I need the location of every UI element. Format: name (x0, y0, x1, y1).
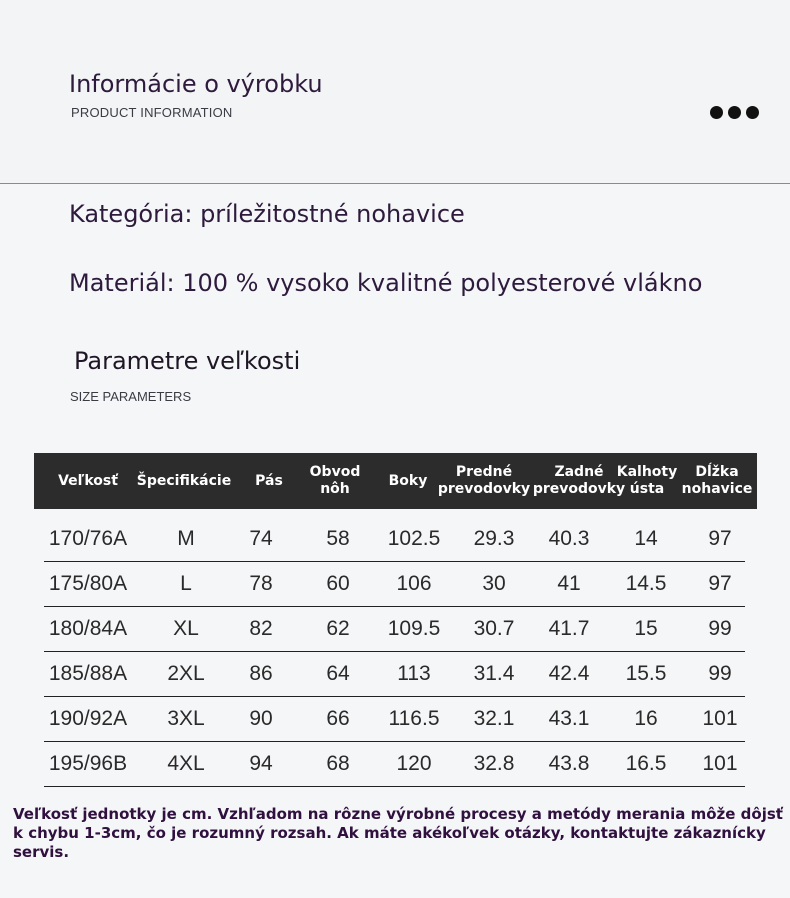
column-header (255, 453, 283, 509)
table-cell: 101 (702, 752, 738, 775)
column-header (438, 453, 530, 509)
column-header (137, 453, 231, 509)
table-cell: 68 (326, 752, 350, 775)
column-header (58, 453, 118, 509)
size-section-subtitle: SIZE PARAMETERS (70, 389, 192, 404)
table-cell: 190/92A (48, 707, 128, 730)
table-cell: 74 (249, 527, 273, 550)
table-cell: 4XL (167, 752, 205, 775)
table-row (44, 742, 745, 787)
table-cell: 90 (249, 707, 273, 730)
table-cell: 42.4 (548, 662, 590, 685)
table-row (44, 517, 745, 562)
category-text: Kategória: príležitostné nohavice (69, 200, 465, 228)
column-header-label: nohavice (681, 481, 753, 497)
table-cell: 170/76A (48, 527, 128, 550)
column-header-label: Veľkosť (58, 472, 118, 489)
column-header-label: Špecifikácie (136, 472, 232, 489)
column-header-label: ústa (629, 481, 665, 497)
material-text: Materiál: 100 % vysoko kvalitné polyesterové vlákno (69, 269, 703, 297)
table-cell: 60 (326, 572, 350, 595)
table-cell: 14.5 (625, 572, 667, 595)
dot-icon (710, 106, 723, 119)
table-row (44, 562, 745, 607)
table-cell: 185/88A (48, 662, 128, 685)
table-cell: 41 (557, 572, 581, 595)
size-note: Veľkosť jednotky je cm. Vzhľadom na rôzne výrobné procesy a metódy merania môže dôjsť k chybu 1-3cm, čo je rozumný rozsah. Ak máte akékoľvek otázky, kontaktujte zákaznícky servis. (13, 805, 783, 861)
table-cell: 94 (249, 752, 273, 775)
table-cell: 113 (397, 662, 431, 685)
table-cell: 109.5 (387, 617, 441, 640)
table-row (44, 652, 745, 697)
table-cell: 116.5 (388, 707, 440, 730)
table-cell: 101 (702, 707, 738, 730)
page-subtitle: PRODUCT INFORMATION (71, 105, 233, 120)
table-cell: 16 (634, 707, 658, 730)
dot-icon (728, 106, 741, 119)
table-cell: 41.7 (548, 617, 590, 640)
column-header-label: prevodovky (437, 481, 531, 497)
table-cell: 62 (326, 617, 350, 640)
table-cell: 66 (326, 707, 350, 730)
column-header-label: Obvod (309, 464, 361, 480)
table-cell: 82 (249, 617, 273, 640)
table-cell: 106 (396, 572, 432, 595)
page-title: Informácie o výrobku (69, 70, 323, 98)
table-cell: 3XL (167, 707, 205, 730)
column-header (533, 453, 625, 509)
table-cell: 30.7 (473, 617, 515, 640)
column-header-label: Boky (388, 472, 428, 489)
table-cell: 29.3 (473, 527, 515, 550)
table-cell: 16.5 (625, 752, 667, 775)
size-table-header (34, 453, 757, 509)
column-header-label: Kalhoty (616, 464, 678, 480)
table-cell: 15 (634, 617, 658, 640)
table-cell: 40.3 (548, 527, 590, 550)
table-cell: 102.5 (387, 527, 441, 550)
table-cell: 32.8 (473, 752, 515, 775)
table-cell: 14 (634, 527, 658, 550)
column-header (617, 453, 678, 509)
table-cell: 175/80A (48, 572, 128, 595)
table-cell: 99 (708, 617, 732, 640)
table-cell: 43.1 (548, 707, 590, 730)
column-header (389, 453, 428, 509)
table-cell: 195/96B (48, 752, 128, 775)
column-header-label: nôh (320, 481, 350, 497)
table-cell: XL (173, 617, 199, 640)
table-cell: 32.1 (473, 707, 515, 730)
column-header-label: Pás (255, 472, 283, 489)
table-row (44, 697, 745, 742)
column-header-label: Predné (455, 464, 513, 480)
table-cell: 120 (396, 752, 432, 775)
table-cell: 2XL (167, 662, 205, 685)
column-header-label: Zadné (554, 464, 604, 480)
table-cell: 97 (708, 527, 732, 550)
table-cell: 78 (249, 572, 273, 595)
table-cell: 43.8 (548, 752, 590, 775)
column-header (682, 453, 753, 509)
table-cell: 58 (326, 527, 350, 550)
table-cell: 15.5 (625, 662, 667, 685)
column-header-label: Dĺžka (695, 464, 739, 480)
table-cell: 180/84A (48, 617, 128, 640)
table-cell: 31.4 (473, 662, 515, 685)
column-header-label: prevodovky (532, 481, 626, 497)
table-cell: 30 (482, 572, 506, 595)
dot-icon (746, 106, 759, 119)
table-cell: 99 (708, 662, 732, 685)
table-cell: 97 (708, 572, 732, 595)
column-header (310, 453, 361, 509)
size-section-title: Parametre veľkosti (74, 347, 301, 375)
table-cell: 86 (249, 662, 273, 685)
table-cell: 64 (326, 662, 350, 685)
table-cell: M (177, 527, 195, 550)
product-info-header (0, 0, 790, 184)
more-options-icon[interactable] (710, 106, 759, 119)
table-cell: L (180, 572, 192, 595)
table-row (44, 607, 745, 652)
